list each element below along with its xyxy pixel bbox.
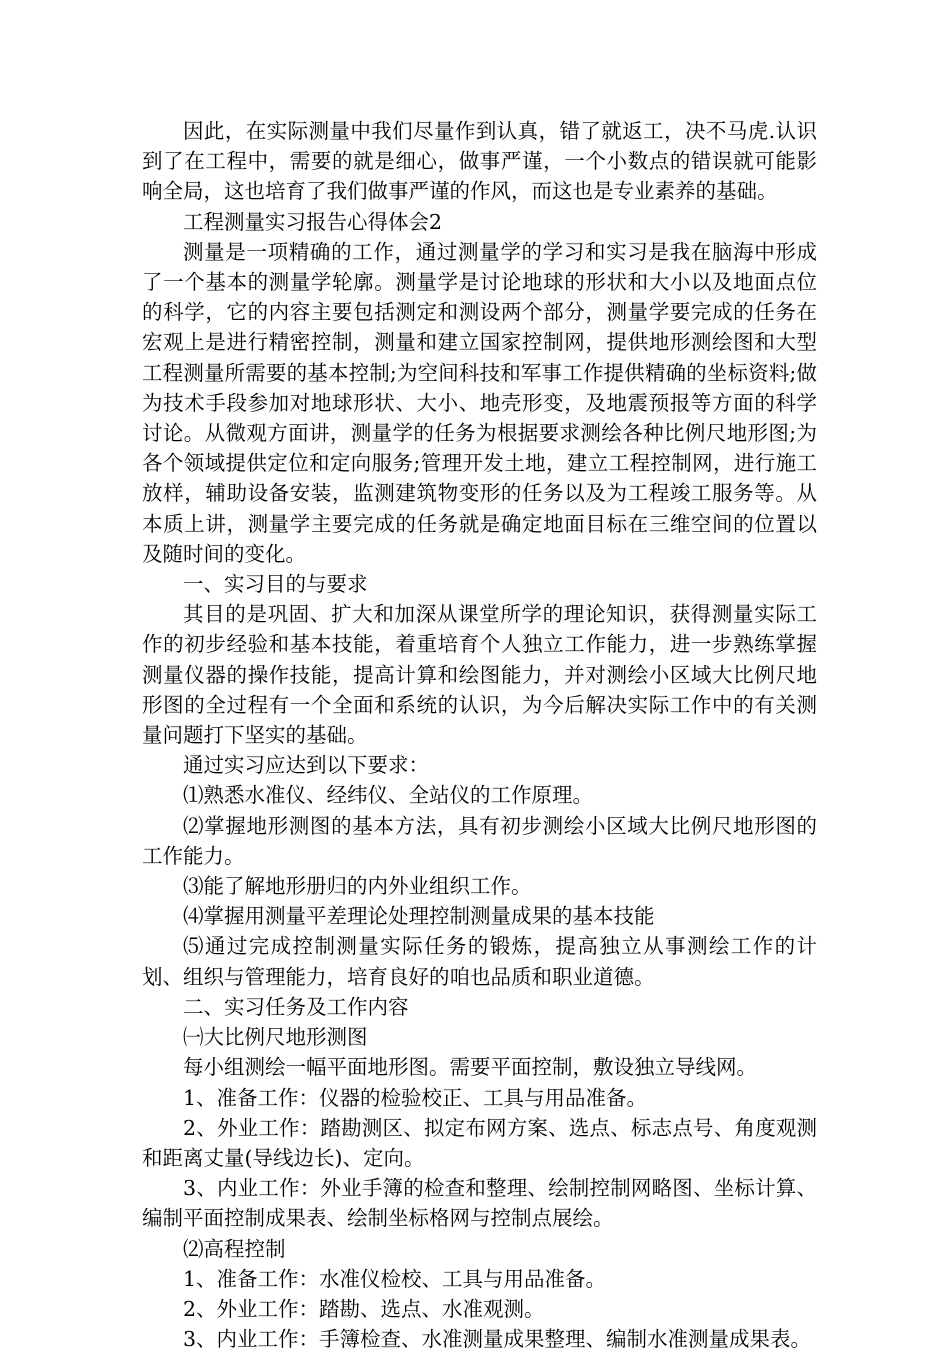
requirement-item-1: ⑴熟悉水准仪、经纬仪、全站仪的工作原理。 — [183, 783, 593, 808]
elevation-item-field: 2、外业工作：踏勘、选点、水准观测。 — [183, 1296, 545, 1321]
task-item-prep: 1、准备工作：仪器的检验校正、工具与用品准备。 — [183, 1085, 648, 1110]
heading-purpose: 一、实习目的与要求 — [183, 572, 368, 597]
paragraph-requirements-intro: 通过实习应达到以下要求： — [183, 753, 429, 778]
section-title: 工程测量实习报告心得体会2 — [183, 209, 443, 234]
subheading-topographic-mapping: ㈠大比例尺地形测图 — [183, 1025, 368, 1050]
elevation-item-office: 3、内业工作：手簿检查、水准测量成果整理、编制水准测量成果表。 — [183, 1327, 812, 1352]
paragraph-conclusion: 因此，在实际测量中我们尽量作到认真，错了就返工，决不马虎.认识到了在工程中，需要的就是细心，做事严谨，一个小数点的错误就可能影响全局，这也培育了我们做事严谨的作风，而这也是专业素养的基础。 — [142, 119, 817, 204]
subheading-elevation-control: ⑵高程控制 — [183, 1236, 286, 1261]
document-page — [142, 116, 817, 1354]
requirement-item-4: ⑷掌握用测量平差理论处理控制测量成果的基本技能 — [183, 904, 655, 929]
task-item-field: 2、外业工作：踏勘测区、拟定布网方案、选点、标志点号、角度观测和距离丈量(导线边长)、定向。 — [142, 1115, 817, 1170]
task-item-office: 3、内业工作：外业手簿的检查和整理、绘制控制网略图、坐标计算、编制平面控制成果表、绘制坐标格网与控制点展绘。 — [142, 1176, 817, 1231]
elevation-item-prep: 1、准备工作：水准仪检校、工具与用品准备。 — [183, 1266, 607, 1291]
heading-tasks: 二、实习任务及工作内容 — [183, 994, 409, 1019]
requirement-item-5: ⑸通过完成控制测量实际任务的锻炼，提高独立从事测绘工作的计划、组织与管理能力，培育良好的咱也品质和职业道德。 — [142, 934, 817, 989]
paragraph-purpose: 其目的是巩固、扩大和加深从课堂所学的理论知识，获得测量实际工作的初步经验和基本技能，着重培育个人独立工作能力，进一步熟练掌握测量仪器的操作技能，提高计算和绘图能力，并对测绘小区域大比例尺地形图的全过程有一个全面和系统的认识，为今后解决实际工作中的有关测量问题打下坚实的基础。 — [142, 602, 817, 748]
requirement-item-2: ⑵掌握地形测图的基本方法，具有初步测绘小区域大比例尺地形图的工作能力。 — [142, 813, 817, 868]
paragraph-intro: 测量是一项精确的工作，通过测量学的学习和实习是我在脑海中形成了一个基本的测量学轮廓。测量学是讨论地球的形状和大小以及地面点位的科学，它的内容主要包括测定和测设两个部分，测量学要完成的任务在宏观上是进行精密控制，测量和建立国家控制网，提供地形测绘图和大型工程测量所需要的基本控制;为空间科技和军事工作提供精确的坐标资料;做为技术手段参加对地球形状、大小、地壳形变，及地震预报等方面的科学讨论。从微观方面讲，测量学的任务为根据要求测绘各种比例尺地形图;为各个领域提供定位和定向服务;管理开发土地，建立工程控制网，进行施工放样，辅助设备安装，监测建筑物变形的任务以及为工程竣工服务等。从本质上讲，测量学主要完成的任务就是确定地面目标在三维空间的位置以及随时间的变化。 — [142, 239, 817, 566]
requirement-item-3: ⑶能了解地形册归的内外业组织工作。 — [183, 874, 532, 899]
paragraph-group-mapping: 每小组测绘一幅平面地形图。需要平面控制，敷设独立导线网。 — [183, 1055, 757, 1080]
